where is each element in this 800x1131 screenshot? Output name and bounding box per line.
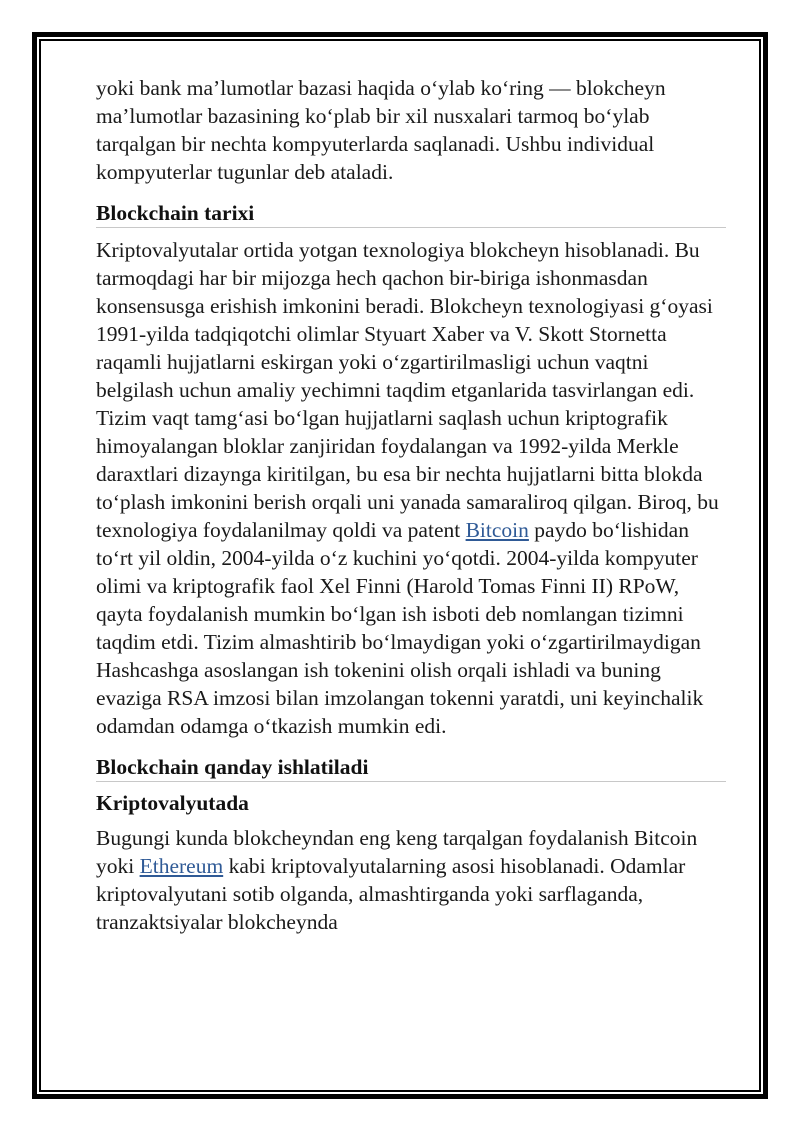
crypto-subheading: Kriptovalyutada bbox=[96, 791, 249, 815]
intro-paragraph: yoki bank ma’lumotlar bazasi haqida o‘ylab ko‘ring — blokcheyn ma’lumotlar bazasining ko‘plab bir xil nusxalari tarmoq bo‘ylab tarqalgan bir nechta kompyuterlarda saqlanadi. Ushbu individual kompyuterlar tugunlar deb ataladi. bbox=[96, 76, 666, 184]
bitcoin-link[interactable]: Bitcoin bbox=[465, 518, 529, 542]
usage-text-start: Bugungi kunda blokcheyndan eng keng tarqalgan foydalanish Bitcoin yoki bbox=[96, 826, 698, 878]
history-text-end: paydo bo‘lishidan to‘rt yil oldin, 2004-yilda o‘z kuchini yo‘qotdi. 2004-yilda kompyuter olimi va kriptografik faol Xel Finni (Harold Tomas Finni II) RPoW, qayta foydalanish mumkin bo‘lgan ish isboti deb nomlangan tizimni taqdim etdi. Tizim almashtirib bo‘lmaydigan yoki o‘zgartirilmaydigan Hashcashga asoslangan ish tokenini olish orqali ishladi va buning evaziga RSA imzosi bilan imzolangan tokenni yaratdi, uni keyinchalik odamdan odamga o‘tkazish mumkin edi. bbox=[96, 518, 704, 738]
history-text-start: Kriptovalyutalar ortida yotgan texnologiya blokcheyn hisoblanadi. Bu tarmoqdagi har bir mijozga hech qachon bir-biriga ishonmasdan konsensusga erishish imkonini beradi. Blokcheyn texnologiyasi g‘oyasi 1991-yilda tadqiqotchi olimlar Styuart Xaber va V. Skott Stornetta raqamli hujjatlarni eskirgan yoki o‘zgartirilmasligi uchun vaqtni belgilash uchun amaliy yechimni taqdim etganlarida tasvirlangan edi. Tizim vaqt tamg‘asi bo‘lgan hujjatlarni saqlash uchun kriptografik himoyalangan bloklar zanjiridan foydalangan va 1992-yilda Merkle daraxtlari dizaynga kiritilgan, bu esa bir nechta hujjatlarni bitta blokda to‘plash imkonini berish orqali uni yanada samaraliroq qilgan. Biroq, bu texnologiya foydalanilmay qoldi va patent bbox=[96, 238, 719, 542]
ethereum-link[interactable]: Ethereum bbox=[139, 854, 224, 878]
usage-heading: Blockchain qanday ishlatiladi bbox=[96, 754, 726, 782]
document-content bbox=[96, 74, 726, 936]
history-paragraph bbox=[96, 236, 726, 740]
usage-text-end: kabi kriptovalyutalarning asosi hisoblanadi. Odamlar kriptovalyutani sotib olganda, almashtirganda yoki sarflaganda, tranzaktsiyalar blokcheynda bbox=[96, 854, 686, 934]
history-heading: Blockchain tarixi bbox=[96, 200, 726, 228]
usage-paragraph bbox=[96, 824, 726, 936]
